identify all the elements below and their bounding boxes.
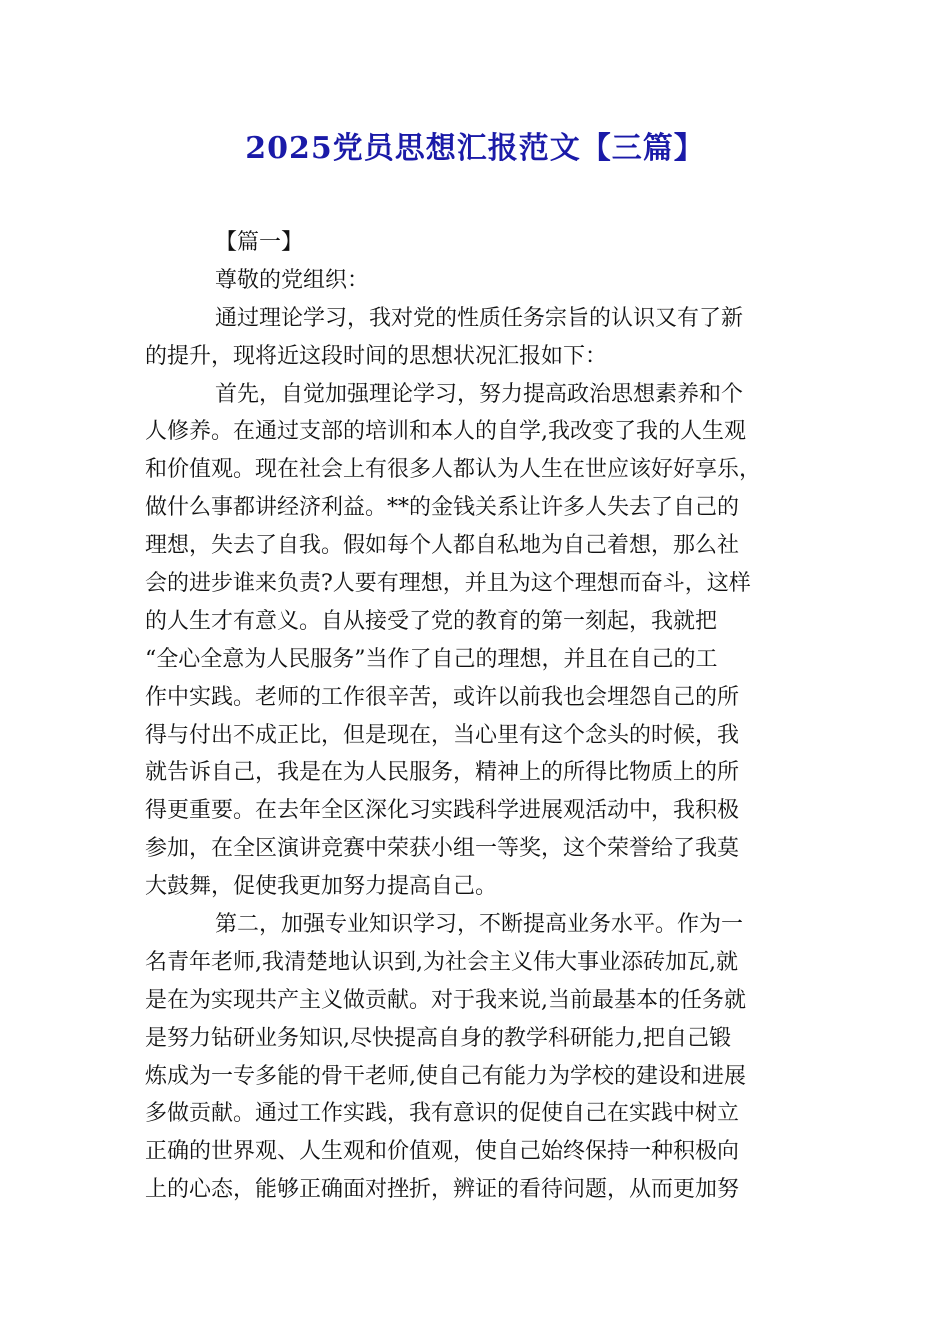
text-line: 会的进步谁来负责?人要有理想，并且为这个理想而奋斗，这样 — [145, 571, 751, 597]
text-line: 通过理论学习，我对党的性质任务宗旨的认识又有了新 — [215, 305, 744, 331]
text-line: 炼成为一专多能的骨干老师,使自己有能力为学校的建设和进展 — [145, 1063, 746, 1089]
text-line: 得与付出不成正比，但是现在，当心里有这个念头的时候，我 — [145, 722, 740, 748]
document-title: 2025党员思想汇报范文【三篇】 — [245, 131, 705, 166]
text-line: 大鼓舞，促使我更加努力提高自己。 — [145, 874, 498, 900]
text-line: 就告诉自己，我是在为人民服务，精神上的所得比物质上的所 — [145, 760, 740, 786]
text-line: 和价值观。现在社会上有很多人都认为人生在世应该好好享乐， — [145, 457, 762, 483]
text-line: 得更重要。在去年全区深化习实践科学进展观活动中，我积极 — [145, 798, 740, 824]
text-line: 上的心态，能够正确面对挫折，辨证的看待问题，从而更加努 — [145, 1177, 740, 1203]
text-line: 人修养。在通过支部的培训和本人的自学,我改变了我的人生观 — [145, 419, 746, 445]
text-line: “全心全意为人民服务”当作了自己的理想，并且在自己的工 — [145, 646, 718, 672]
text-line: 是努力钻研业务知识,尽快提高自身的教学科研能力,把自己锻 — [145, 1025, 731, 1051]
text-line: 首先，自觉加强理论学习，努力提高政治思想素养和个 — [215, 381, 744, 407]
text-line: 多做贡献。通过工作实践，我有意识的促使自己在实践中树立 — [145, 1101, 740, 1127]
text-line: 第二，加强专业知识学习，不断提高业务水平。作为一 — [215, 912, 744, 938]
text-line: 做什么事都讲经济利益。**的金钱关系让许多人失去了自己的 — [145, 495, 740, 521]
text-line: 名青年老师,我清楚地认识到,为社会主义伟大事业添砖加瓦,就 — [145, 949, 738, 975]
text-line: 正确的世界观、人生观和价值观，使自己始终保持一种积极向 — [145, 1139, 740, 1165]
text-line: 的提升，现将近这段时间的思想状况汇报如下： — [145, 343, 608, 369]
text-line: 尊敬的党组织： — [215, 267, 370, 293]
text-line: 参加，在全区演讲竞赛中荣获小组一等奖，这个荣誉给了我莫 — [145, 836, 740, 862]
document-body — [145, 224, 805, 1209]
text-line: 作中实践。老师的工作很辛苦，或许以前我也会埋怨自己的所 — [145, 684, 740, 710]
text-line: 【篇一】 — [215, 230, 304, 255]
text-line: 理想，失去了自我。假如每个人都自私地为自己着想，那么社 — [145, 533, 740, 559]
text-line: 的人生才有意义。自从接受了党的教育的第一刻起，我就把 — [145, 608, 718, 634]
text-line: 是在为实现共产主义做贡献。对于我来说,当前最基本的任务就 — [145, 987, 746, 1013]
